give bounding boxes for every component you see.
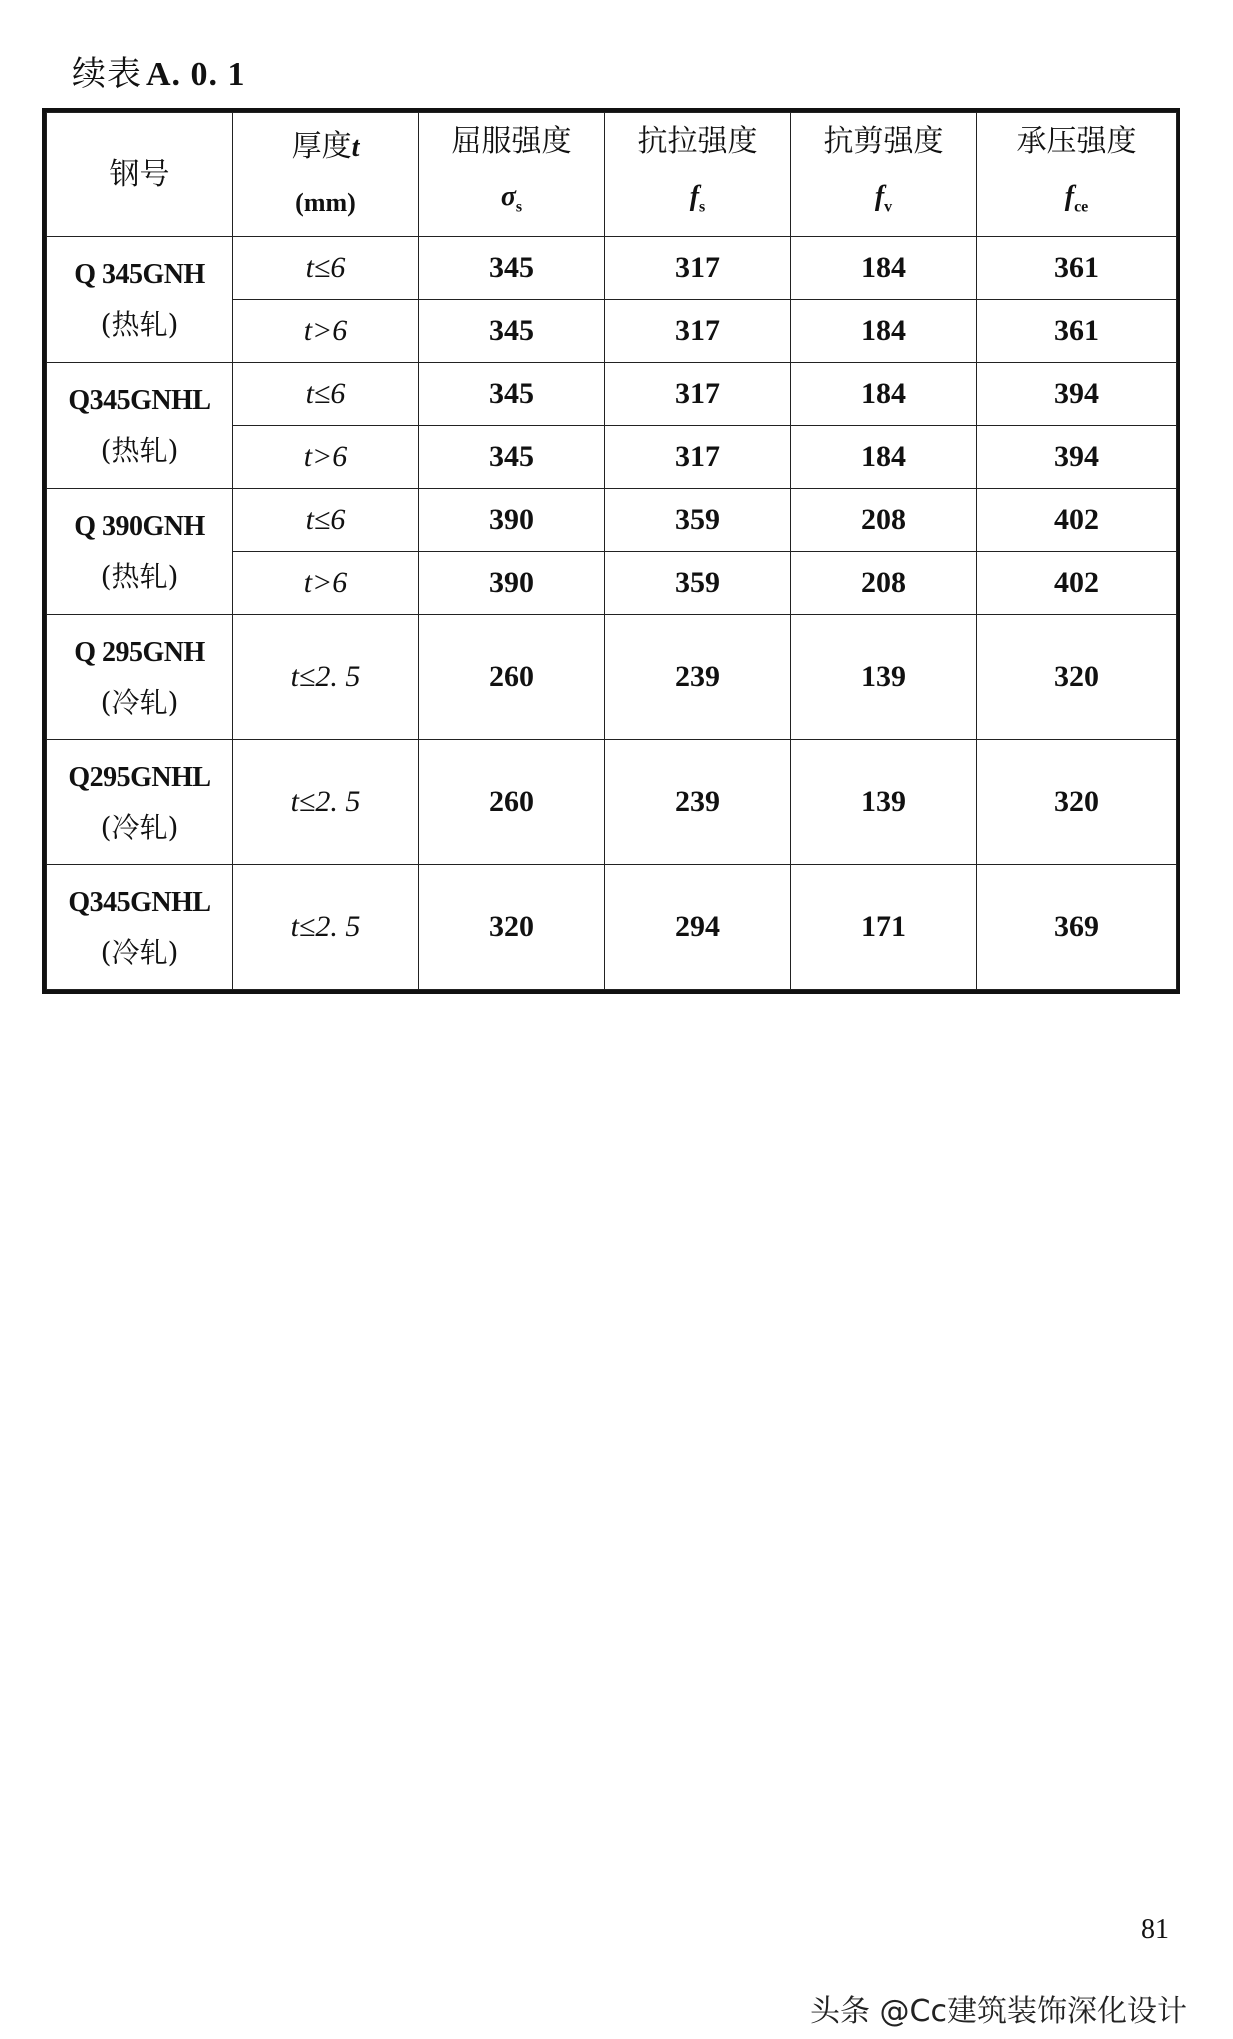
steel-grade-cell: Q345GNHL (热轧): [47, 363, 233, 489]
header-yield-strength: 屈服强度 $\sigma_s$: [419, 113, 605, 237]
table-row: [47, 237, 1177, 300]
thickness-cell: t≤2. 5: [233, 740, 419, 865]
header-steel-grade: 钢号: [47, 113, 233, 237]
header-bearing-strength: 承压强度 $f_{ce}$: [977, 113, 1177, 237]
yield-cell: 390: [419, 489, 605, 552]
header-tensile-strength: 抗拉强度 $f_s$: [605, 113, 791, 237]
strength-table: [42, 108, 1180, 994]
bearing-cell: 394: [977, 363, 1177, 426]
tensile-cell: 317: [605, 426, 791, 489]
steel-grade-cell: Q 295GNH (冷轧): [47, 615, 233, 740]
yield-cell: 345: [419, 300, 605, 363]
yield-cell: 345: [419, 363, 605, 426]
header-shear-strength: 抗剪强度 $f_v$: [791, 113, 977, 237]
table-row: [47, 363, 1177, 426]
bearing-cell: 402: [977, 552, 1177, 615]
table-row: [47, 489, 1177, 552]
bearing-cell: 361: [977, 237, 1177, 300]
shear-cell: 184: [791, 363, 977, 426]
shear-cell: 184: [791, 300, 977, 363]
bearing-cell: 402: [977, 489, 1177, 552]
shear-cell: 184: [791, 426, 977, 489]
tensile-cell: 294: [605, 865, 791, 990]
table-caption: [72, 46, 246, 95]
table-row: [47, 865, 1177, 990]
page-number: 81: [1141, 1914, 1169, 1945]
bearing-cell: 320: [977, 740, 1177, 865]
steel-grade-cell: Q 345GNH (热轧): [47, 237, 233, 363]
shear-cell: 208: [791, 489, 977, 552]
header-thickness: 厚度t (mm): [233, 113, 419, 237]
tensile-cell: 359: [605, 489, 791, 552]
shear-cell: 139: [791, 615, 977, 740]
steel-grade-cell: Q295GNHL (冷轧): [47, 740, 233, 865]
shear-cell: 139: [791, 740, 977, 865]
thickness-cell: t≤6: [233, 363, 419, 426]
tensile-cell: 239: [605, 615, 791, 740]
yield-cell: 345: [419, 426, 605, 489]
table-row: [47, 615, 1177, 740]
caption-code: A. 0. 1: [146, 56, 246, 93]
yield-cell: 345: [419, 237, 605, 300]
tensile-cell: 317: [605, 363, 791, 426]
thickness-cell: t≤6: [233, 489, 419, 552]
steel-grade-cell: Q 390GNH (热轧): [47, 489, 233, 615]
bearing-cell: 394: [977, 426, 1177, 489]
thickness-cell: t≤2. 5: [233, 615, 419, 740]
steel-grade-cell: Q345GNHL (冷轧): [47, 865, 233, 990]
thickness-cell: t>6: [233, 426, 419, 489]
tensile-cell: 317: [605, 237, 791, 300]
bearing-cell: 320: [977, 615, 1177, 740]
thickness-cell: t≤6: [233, 237, 419, 300]
bearing-cell: 369: [977, 865, 1177, 990]
header-row: [47, 113, 1177, 237]
yield-cell: 260: [419, 615, 605, 740]
yield-cell: 390: [419, 552, 605, 615]
thickness-cell: t>6: [233, 300, 419, 363]
tensile-cell: 359: [605, 552, 791, 615]
tensile-cell: 317: [605, 300, 791, 363]
yield-cell: 320: [419, 865, 605, 990]
tensile-cell: 239: [605, 740, 791, 865]
shear-cell: 171: [791, 865, 977, 990]
thickness-cell: t≤2. 5: [233, 865, 419, 990]
caption-prefix: 续表: [72, 54, 142, 94]
table-row: [47, 740, 1177, 865]
watermark-text: 头条 @Cc建筑装饰深化设计: [810, 1994, 1187, 2029]
bearing-cell: 361: [977, 300, 1177, 363]
shear-cell: 208: [791, 552, 977, 615]
yield-cell: 260: [419, 740, 605, 865]
thickness-cell: t>6: [233, 552, 419, 615]
shear-cell: 184: [791, 237, 977, 300]
